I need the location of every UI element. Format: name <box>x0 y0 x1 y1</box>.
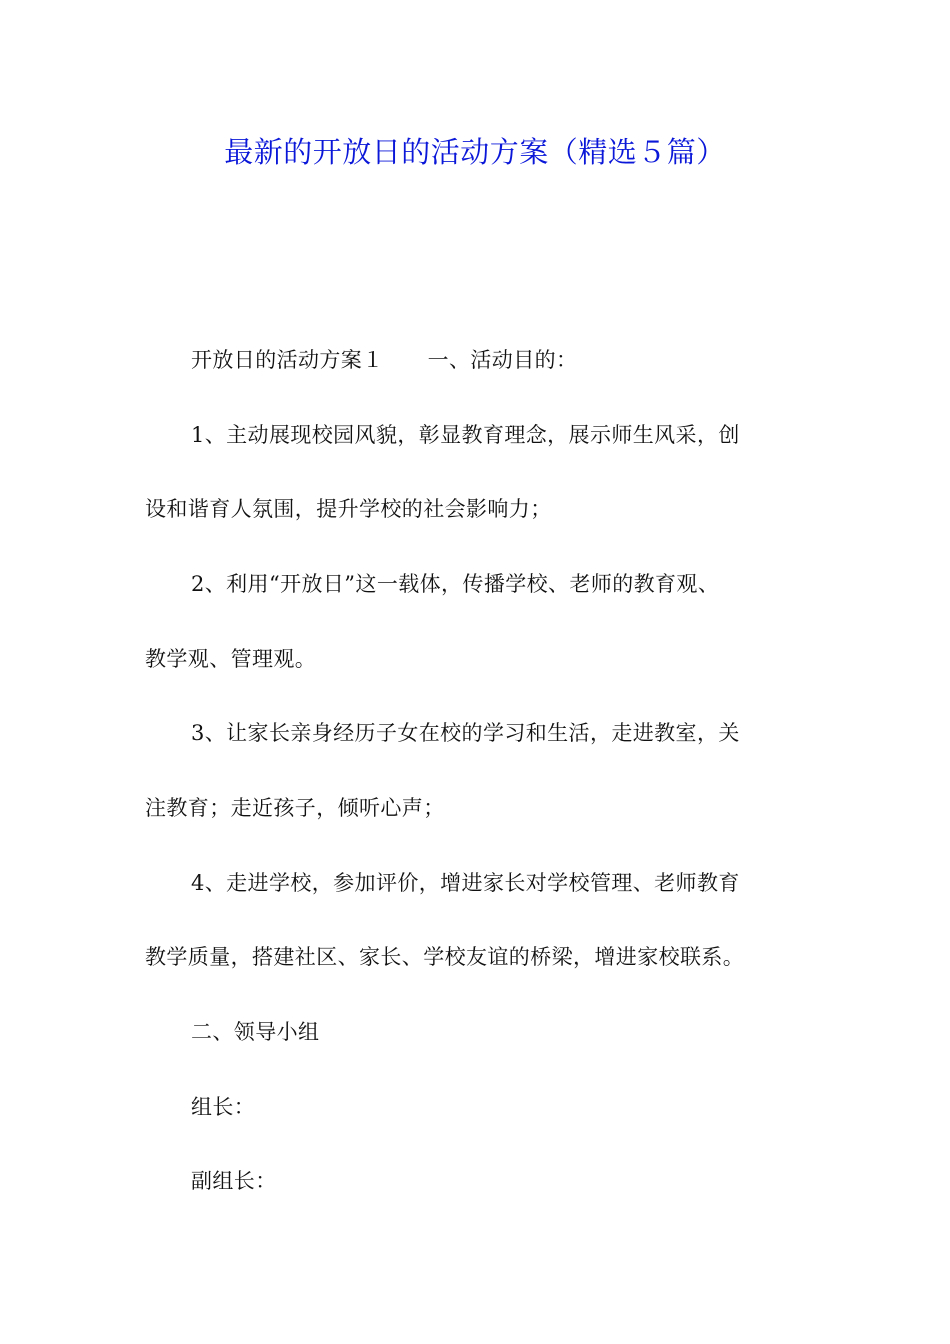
paragraph-line: 教学质量，搭建社区、家长、学校友谊的桥梁，增进家校联系。 <box>145 945 745 969</box>
document-title: 最新的开放日的活动方案（精选５篇） <box>224 135 726 169</box>
paragraph-line: 设和谐育人氛围，提升学校的社会影响力； <box>145 497 552 521</box>
section-heading-line <box>191 345 577 375</box>
field-label-deputy: 副组长： <box>191 1169 277 1193</box>
paragraph-line: 4、走进学校，参加评价，增进家长对学校管理、老师教育 <box>191 871 740 895</box>
paragraph-line: 3、让家长亲身经历子女在校的学习和生活，走进教室，关 <box>191 721 740 745</box>
paragraph-line: 2、利用“开放日”这一载体，传播学校、老师的教育观、 <box>191 572 720 596</box>
section-heading: 二、领导小组 <box>191 1020 320 1044</box>
plan-title: 开放日的活动方案１ <box>191 348 384 372</box>
paragraph-line: 注教育；走近孩子，倾听心声； <box>145 796 445 820</box>
paragraph-line: 1、主动展现校园风貌，彰显教育理念，展示师生风采，创 <box>191 423 740 447</box>
paragraph-line: 教学观、管理观。 <box>145 647 317 671</box>
field-label-leader: 组长： <box>191 1095 256 1119</box>
section-heading: 一、活动目的： <box>427 348 578 372</box>
